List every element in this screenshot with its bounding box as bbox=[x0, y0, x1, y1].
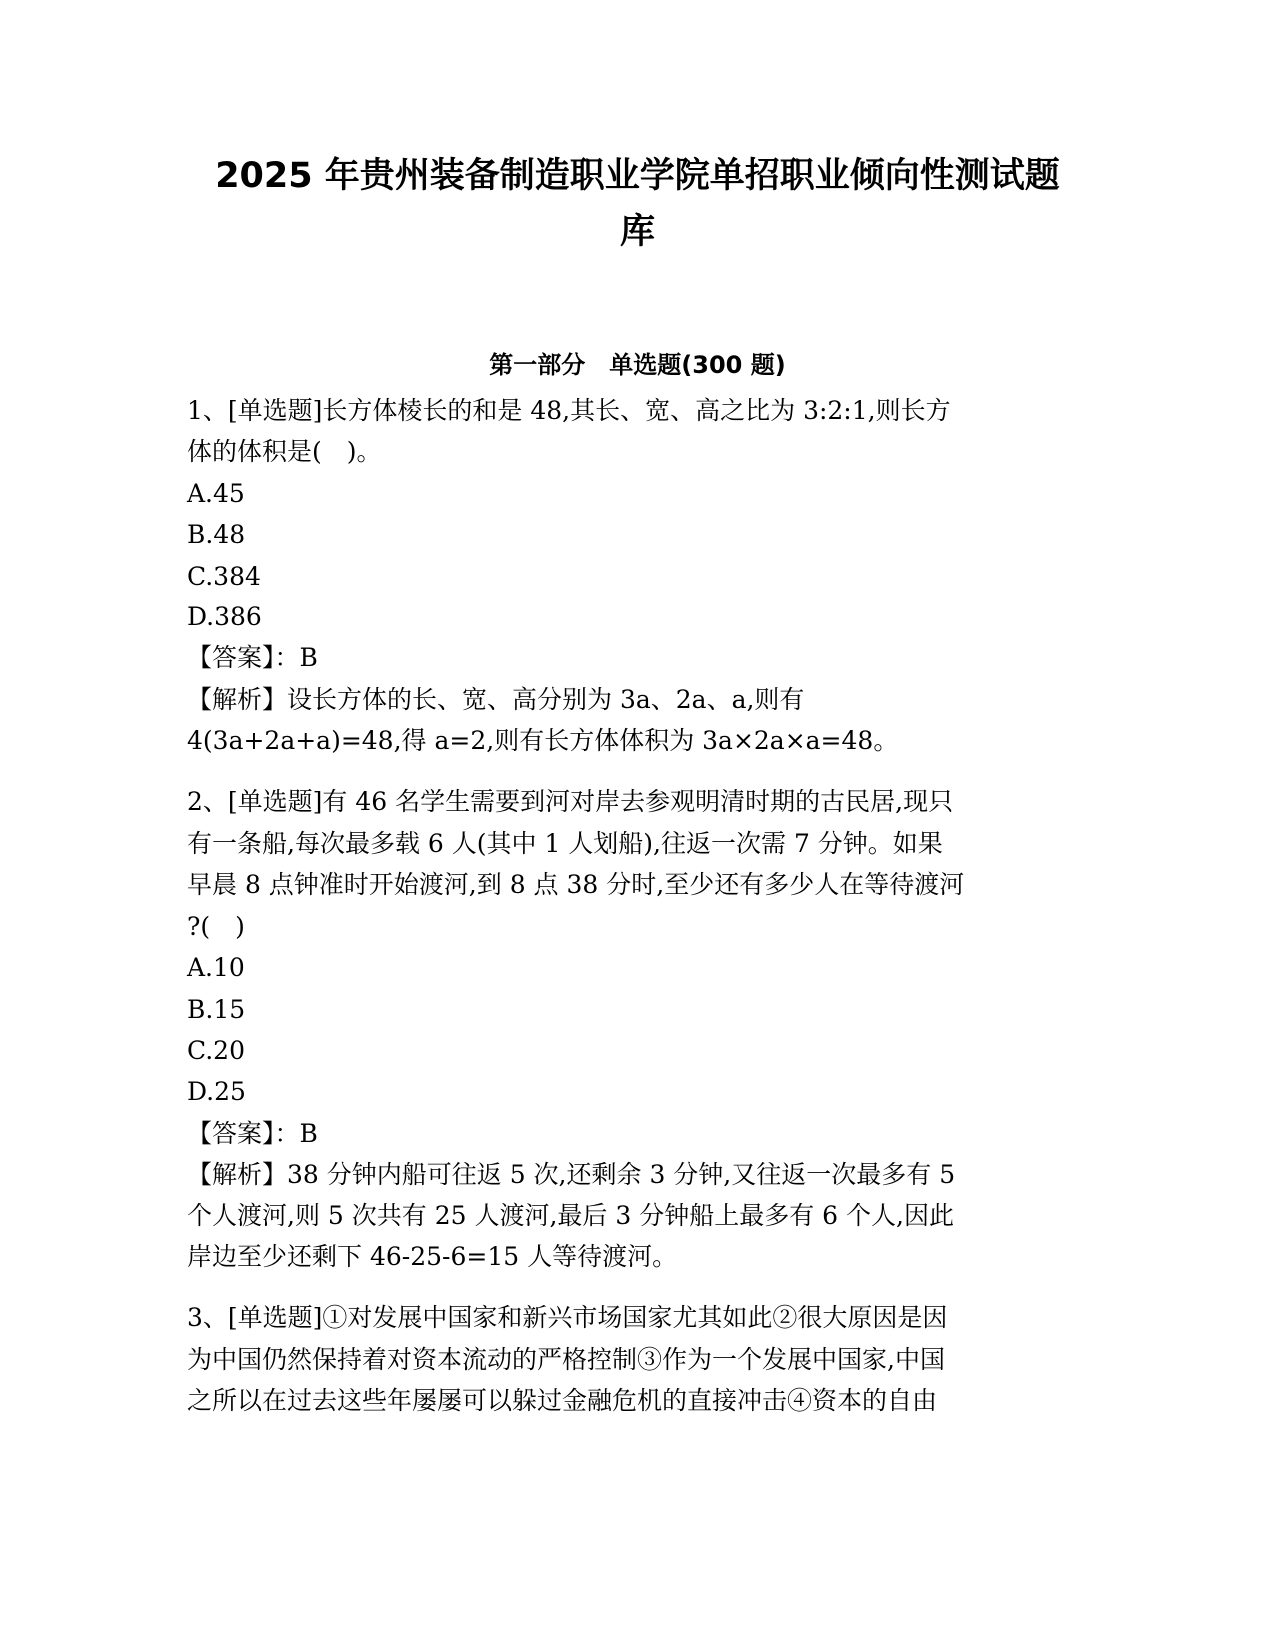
question-2-option-a: A.10 bbox=[187, 953, 245, 982]
question-1-option-b: B.48 bbox=[187, 520, 246, 549]
question-1-option-c: C.384 bbox=[187, 562, 261, 591]
question-2-analysis-line-3: 岸边至少还剩下 46-25-6=15 人等待渡河。 bbox=[187, 1242, 678, 1271]
question-2-option-d: D.25 bbox=[187, 1077, 246, 1106]
question-2-option-c: C.20 bbox=[187, 1036, 245, 1065]
question-2-stem-line-4: ?( ) bbox=[187, 912, 245, 941]
question-1-analysis-line-2: 4(3a+2a+a)=48,得 a=2,则有长方体体积为 3a×2a×a=48。 bbox=[187, 726, 899, 755]
question-2-stem-line-1: 2、[单选题]有 46 名学生需要到河对岸去参观明清时期的古民居,现只 bbox=[187, 787, 954, 816]
question-2-stem-line-3: 早晨 8 点钟准时开始渡河,到 8 点 38 分时,至少还有多少人在等待渡河 bbox=[187, 870, 965, 899]
question-3-stem-line-1: 3、[单选题]①对发展中国家和新兴市场国家尤其如此②很大原因是因 bbox=[187, 1303, 948, 1332]
question-2-analysis-line-2: 个人渡河,则 5 次共有 25 人渡河,最后 3 分钟船上最多有 6 个人,因此 bbox=[187, 1201, 954, 1230]
question-2-analysis-line-1: 【解析】38 分钟内船可往返 5 次,还剩余 3 分钟,又往返一次最多有 5 bbox=[187, 1160, 956, 1189]
question-2-stem-line-2: 有一条船,每次最多载 6 人(其中 1 人划船),往返一次需 7 分钟。如果 bbox=[187, 829, 943, 858]
question-1-option-d: D.386 bbox=[187, 602, 262, 631]
question-1-answer: 【答案】：B bbox=[187, 643, 318, 672]
question-1-option-a: A.45 bbox=[187, 479, 245, 508]
question-2-answer: 【答案】：B bbox=[187, 1119, 318, 1148]
question-1-analysis-line-1: 【解析】设长方体的长、宽、高分别为 3a、2a、a,则有 bbox=[187, 685, 805, 714]
question-3-stem-line-3: 之所以在过去这些年屡屡可以躲过金融危机的直接冲击④资本的自由 bbox=[187, 1386, 938, 1415]
question-1-stem-line-2: 体的体积是( )。 bbox=[187, 437, 382, 466]
question-3-stem-line-2: 为中国仍然保持着对资本流动的严格控制③作为一个发展中国家,中国 bbox=[187, 1345, 945, 1374]
question-2-option-b: B.15 bbox=[187, 995, 246, 1024]
document-title-line-1: 2025 年贵州装备制造职业学院单招职业倾向性测试题 bbox=[215, 156, 1060, 196]
document-title-line-2: 库 bbox=[619, 212, 655, 252]
question-1-stem-line-1: 1、[单选题]长方体棱长的和是 48,其长、宽、高之比为 3:2:1,则长方 bbox=[187, 396, 951, 425]
section-heading: 第一部分 单选题(300 题) bbox=[489, 351, 786, 379]
